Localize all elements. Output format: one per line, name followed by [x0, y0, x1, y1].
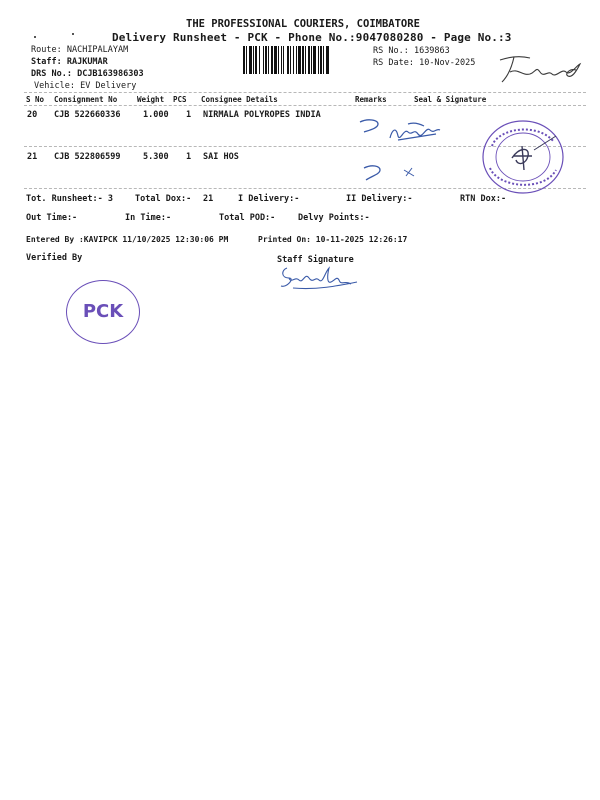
cross-mark	[402, 166, 416, 178]
row-2-weight: 5.300	[143, 152, 169, 162]
verified-by-label: Verified By	[26, 253, 83, 263]
rtn-dox: RTN Dox:-	[460, 194, 507, 204]
entered-by: Entered By :KAVIPCK 11/10/2025 12:30:06 PM	[26, 235, 229, 244]
drs-label: DRS No.:	[31, 69, 72, 79]
drs-line	[31, 69, 144, 79]
remark-arrow-mark	[360, 160, 388, 184]
col-header-sno: S No	[26, 95, 45, 104]
printed-on: Printed On: 10-11-2025 12:26:17	[258, 235, 408, 244]
in-time: In Time:-	[125, 213, 172, 223]
drs-value: DCJB163986303	[77, 69, 144, 79]
row-2-consignment: CJB 522806599	[54, 152, 121, 162]
col-header-seal: Seal & Signature	[414, 95, 487, 104]
circular-seal-stamp	[478, 116, 568, 198]
rs-no-line	[373, 46, 450, 56]
route-line	[31, 45, 128, 55]
rs-no-value: 1639863	[413, 46, 450, 56]
row-2-pcs: 1	[186, 152, 192, 162]
col-header-weight: Weight	[137, 95, 165, 104]
corner-dot-mark	[34, 36, 36, 38]
delvy-points: Delvy Points:-	[298, 213, 370, 223]
handwritten-signature-top	[492, 50, 588, 86]
row-1-consignee: NIRMALA POLYROPES INDIA	[203, 110, 321, 120]
remark-arrow-mark	[356, 114, 386, 138]
vehicle-value: EV Delivery	[80, 81, 137, 91]
row-2-consignee: SAI HOS	[203, 152, 239, 162]
barcode	[243, 46, 369, 74]
total-dox-value: 21	[203, 194, 214, 204]
staff-signature-label: Staff Signature	[277, 255, 354, 265]
total-dox-label: Total Dox:-	[135, 194, 192, 204]
row-1-weight: 1.000	[143, 110, 169, 120]
row-1-signature	[384, 118, 444, 146]
pck-stamp-text: PCK	[82, 301, 124, 322]
total-pod: Total POD:-	[219, 213, 276, 223]
staff-signature	[277, 262, 361, 292]
vehicle-label: Vehicle:	[34, 81, 75, 91]
rs-no-label: RS No.:	[373, 46, 409, 56]
i-delivery: I Delivery:-	[238, 194, 300, 204]
route-value: NACHIPALAYAM	[66, 45, 129, 55]
row-1-pcs: 1	[186, 110, 192, 120]
ii-delivery: II Delivery:-	[346, 194, 413, 204]
tot-runsheet: Tot. Runsheet:- 3	[26, 194, 113, 204]
staff-value: RAJKUMAR	[66, 57, 108, 67]
staff-line	[31, 57, 108, 67]
corner-dot-mark	[72, 33, 74, 35]
staff-label: Staff:	[31, 57, 62, 67]
col-header-consignee: Consignee Details	[201, 95, 278, 104]
row-1-sno: 20	[27, 110, 38, 120]
col-header-pcs: PCS	[173, 95, 187, 104]
col-header-consignment: Consignment No	[54, 95, 118, 104]
col-header-remarks: Remarks	[355, 95, 387, 104]
vehicle-line	[34, 81, 136, 91]
route-label: Route:	[31, 45, 62, 55]
runsheet-subtitle: Delivery Runsheet - PCK - Phone No.:9047080280 - Page No.:3	[112, 31, 512, 44]
row-1-consignment: CJB 522660336	[54, 110, 121, 120]
rs-date-label: RS Date:	[373, 58, 414, 68]
separator-line	[24, 92, 586, 93]
pck-stamp	[66, 280, 140, 344]
rs-date-line	[373, 58, 475, 68]
company-title: THE PROFESSIONAL COURIERS, COIMBATORE	[186, 18, 420, 30]
row-2-sno: 21	[27, 152, 38, 162]
rs-date-value: 10-Nov-2025	[419, 58, 476, 68]
out-time: Out Time:-	[26, 213, 78, 223]
separator-line	[24, 105, 586, 106]
